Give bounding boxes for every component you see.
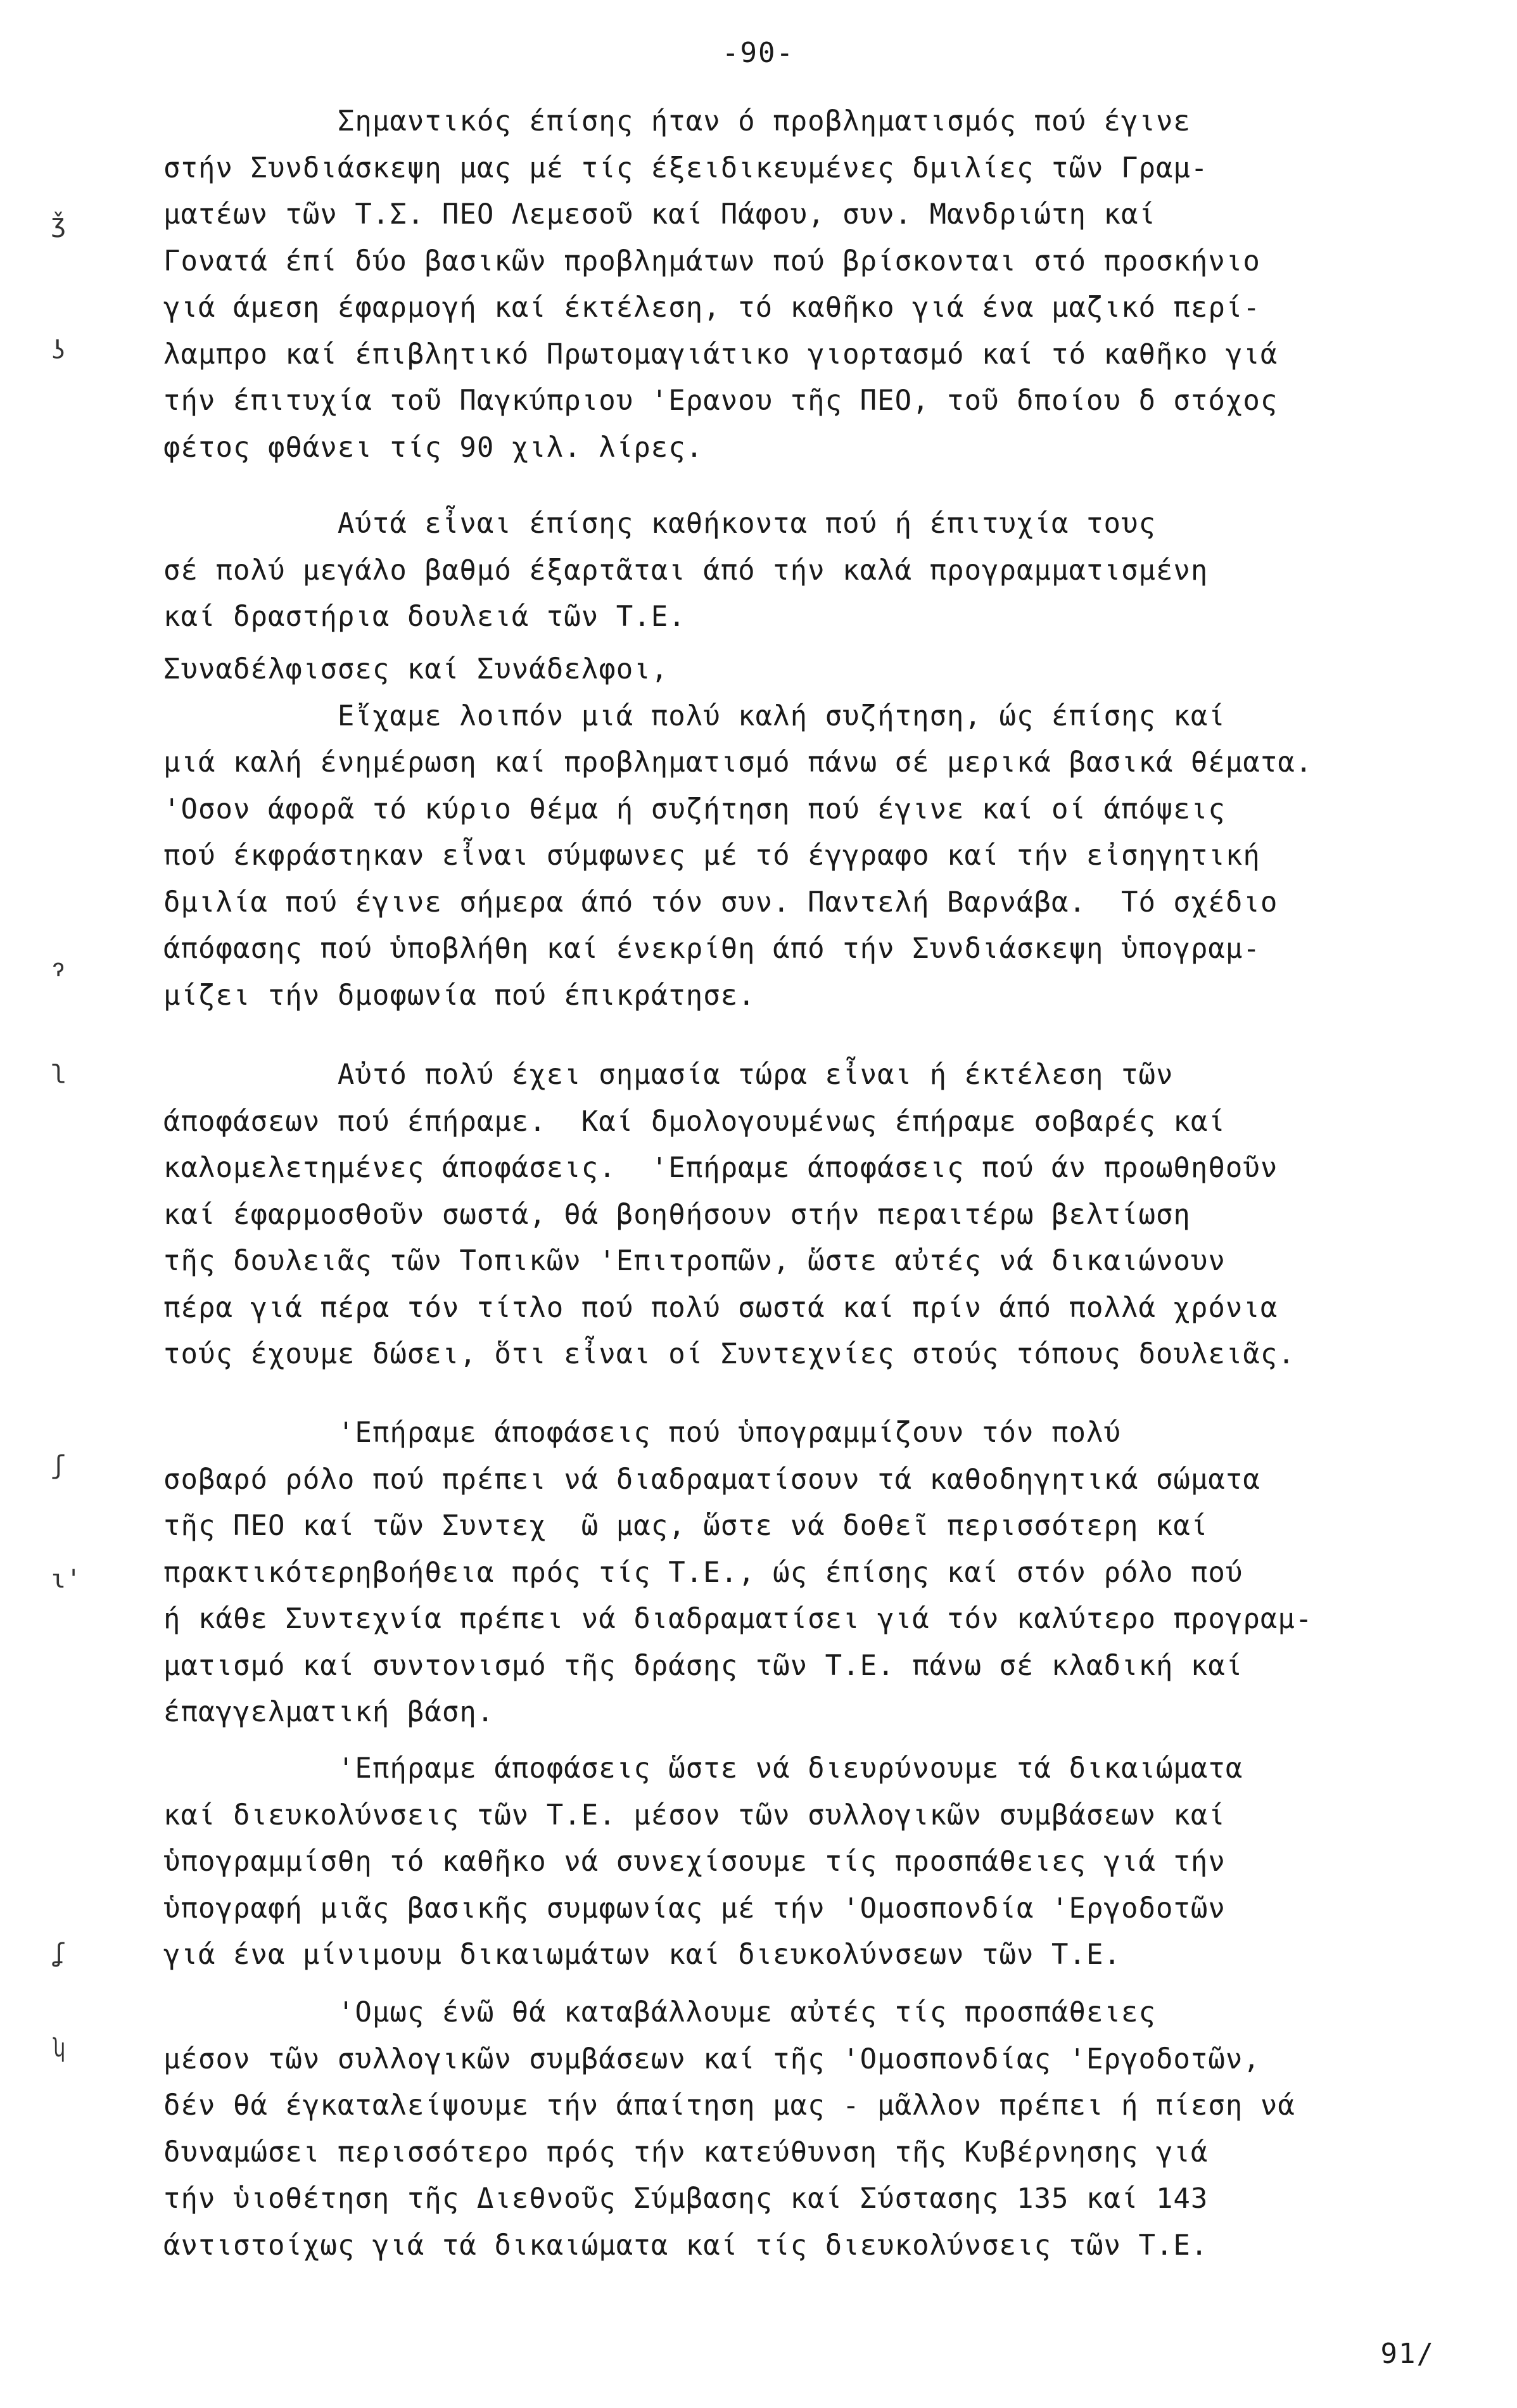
text-line: τήν ὑιοθέτηση τῆς Διεθνοῦς Σύμβασης καί Σύστασης 135 καί 143: [163, 2182, 1209, 2215]
paragraph: [163, 98, 1418, 471]
text-line: καί διευκολύνσεις τῶν Τ.Ε. μέσον τῶν συλλογικῶν συμβάσεων καί: [163, 1799, 1226, 1831]
text-line: φέτος φθάνει τίς 90 χιλ. λίρες.: [163, 431, 704, 464]
text-line: καί δραστήρια δουλειά τῶν Τ.Ε.: [163, 601, 686, 633]
text-line: στήν Συνδιάσκεψη μας μέ τίς έξειδικευμένες δμιλίες τῶν Γραμ-: [163, 151, 1209, 184]
text-line: πού έκφράστηκαν εἶναι σύμφωνες μέ τό έγγραφο καί τήν εἰσηγητική: [163, 839, 1260, 872]
margin-mark: ʅ: [51, 1055, 67, 1084]
text-line: τήν έπιτυχία τοῦ Παγκύπριου 'Ερανου τῆς ΠΕΟ, τοῦ δποίου δ στόχος: [163, 385, 1278, 417]
margin-mark: ʃ: [51, 1451, 67, 1480]
text-line: σοβαρό ρόλο πού πρέπει νά διαδραματίσουν τά καθοδηγητικά σώματα: [163, 1463, 1260, 1496]
text-line: ὑπογραμμίσθη τό καθῆκο νά συνεχίσουμε τίς προσπάθειες γιά τήν: [163, 1845, 1226, 1878]
page-number: -90-: [722, 37, 794, 69]
paragraph: [163, 1410, 1418, 1736]
text-line: έπαγγελματική βάση.: [163, 1696, 495, 1728]
text-line: ὑπογραφή μιᾶς βασικῆς συμφωνίας μέ τήν 'Ομοσπονδία 'Εργοδοτῶν: [163, 1892, 1226, 1925]
margin-mark: ʮ: [51, 2034, 67, 2063]
text-line: άντιστοίχως γιά τά δικαιώματα καί τίς διευκολύνσεις τῶν Τ.Ε.: [163, 2229, 1209, 2262]
margin-mark: ɂ: [51, 953, 67, 983]
text-line: Αύτά εἶναι έπίσης καθήκοντα πού ή έπιτυχία τους: [163, 507, 1156, 540]
text-line: πρακτικότερηβοήθεια πρός τίς Τ.Ε., ώς έπίσης καί στόν ρόλο πού: [163, 1556, 1243, 1589]
text-line: ματισμό καί συντονισμό τῆς δράσης τῶν Τ.Ε. πάνω σέ κλαδική καί: [163, 1649, 1243, 1682]
text-line: ή κάθε Συντεχνία πρέπει νά διαδραματίσει γιά τόν καλύτερο προγραμ-: [163, 1603, 1313, 1635]
text-line: πέρα γιά πέρα τόν τίτλο πού πολύ σωστά καί πρίν άπό πολλά χρόνια: [163, 1291, 1278, 1324]
text-line: ματέων τῶν Τ.Σ. ΠΕΟ Λεμεσοῦ καί Πάφου, συν. Μανδριώτη καί: [163, 198, 1156, 231]
text-line: λαμπρο καί έπιβλητικό Πρωτομαγιάτικο γιορτασμό καί τό καθῆκο γιά: [163, 338, 1278, 371]
continuation-page-ref: 91/: [1380, 2338, 1435, 2370]
text-line: μέσον τῶν συλλογικῶν συμβάσεων καί τῆς 'Ομοσπονδίας 'Εργοδοτῶν,: [163, 2042, 1260, 2075]
text-line: Σημαντικός έπίσης ήταν ό προβληματισμός πού έγινε: [163, 105, 1191, 137]
paragraph: [163, 1745, 1418, 1978]
margin-mark: ʖ: [51, 336, 67, 365]
text-line: δυναμώσει περισσότερο πρός τήν κατεύθυνση τῆς Κυβέρνησης γιά: [163, 2136, 1209, 2169]
text-line: δέν θά έγκαταλείψουμε τήν άπαίτηση μας - μᾶλλον πρέπει ή πίεση νά: [163, 2089, 1295, 2122]
text-line: τῆς ΠΕΟ καί τῶν Συντεχ ῶ μας, ὥστε νά δοθεῖ περισσότερη καί: [163, 1510, 1209, 1542]
text-line: γιά άμεση έφαρμογή καί έκτέλεση, τό καθῆκο γιά ένα μαζικό περί-: [163, 291, 1260, 324]
text-line: άποφάσεων πού έπήραμε. Καί δμολογουμένως έπήραμε σοβαρές καί: [163, 1105, 1226, 1138]
text-line: σέ πολύ μεγάλο βαθμό έξαρτᾶται άπό τήν καλά προγραμματισμένη: [163, 554, 1209, 587]
text-line: άπόφασης πού ὑποβλήθη καί ένεκρίθη άπό τήν Συνδιάσκεψη ὑπογραμ-: [163, 933, 1260, 965]
paragraph: [163, 1989, 1418, 2269]
text-line: 'Επήραμε άποφάσεις ὥστε νά διευρύνουμε τά δικαιώματα: [163, 1752, 1243, 1785]
text-line: 'Ομως ένῶ θά καταβάλλουμε αὐτές τίς προσπάθειες: [163, 1996, 1156, 2029]
paragraph: [163, 1052, 1418, 1378]
text-line: Εἴχαμε λοιπόν μιά πολύ καλή συζήτηση, ώς έπίσης καί: [163, 699, 1226, 732]
text-line: τούς έχουμε δώσει, ὅτι εἶναι οί Συντεχνίες στούς τόπους δουλειᾶς.: [163, 1338, 1295, 1370]
paragraph: [163, 500, 1418, 640]
margin-mark: ǯ: [51, 209, 67, 238]
margin-mark: ʆ: [51, 1939, 67, 1968]
paragraph: [163, 646, 1418, 1019]
text-line: μιά καλή ένημέρωση καί προβληματισμό πάνω σέ μερικά βασικά θέματα.: [163, 746, 1313, 779]
text-line: 'Επήραμε άποφάσεις πού ὑπογραμμίζουν τόν πολύ: [163, 1417, 1121, 1449]
text-line: Συναδέλφισσες καί Συνάδελφοι,: [163, 653, 669, 685]
text-line: καλομελετημένες άποφάσεις. 'Επήραμε άποφάσεις πού άν προωθηθοῦν: [163, 1152, 1278, 1184]
text-line: καί έφαρμοσθοῦν σωστά, θά βοηθήσουν στήν περαιτέρω βελτίωση: [163, 1198, 1191, 1231]
text-line: τῆς δουλειᾶς τῶν Τοπικῶν 'Επιτροπῶν, ὥστε αὐτές νά δικαιώνουν: [163, 1245, 1226, 1277]
text-line: Γονατά έπί δύο βασικῶν προβλημάτων πού βρίσκονται στό προσκήνιο: [163, 245, 1260, 277]
margin-mark: ɩ': [51, 1565, 82, 1594]
text-line: δμιλία πού έγινε σήμερα άπό τόν συν. Παντελή Βαρνάβα. Τό σχέδιο: [163, 886, 1278, 919]
text-line: γιά ένα μίνιμουμ δικαιωμάτων καί διευκολύνσεων τῶν Τ.Ε.: [163, 1939, 1121, 1971]
text-line: μίζει τήν δμοφωνία πού έπικράτησε.: [163, 979, 756, 1012]
text-line: Αὐτό πολύ έχει σημασία τώρα εἶναι ή έκτέλεση τῶν: [163, 1059, 1174, 1091]
text-line: 'Οσον άφορᾶ τό κύριο θέμα ή συζήτηση πού έγινε καί οί άπόψεις: [163, 793, 1226, 825]
